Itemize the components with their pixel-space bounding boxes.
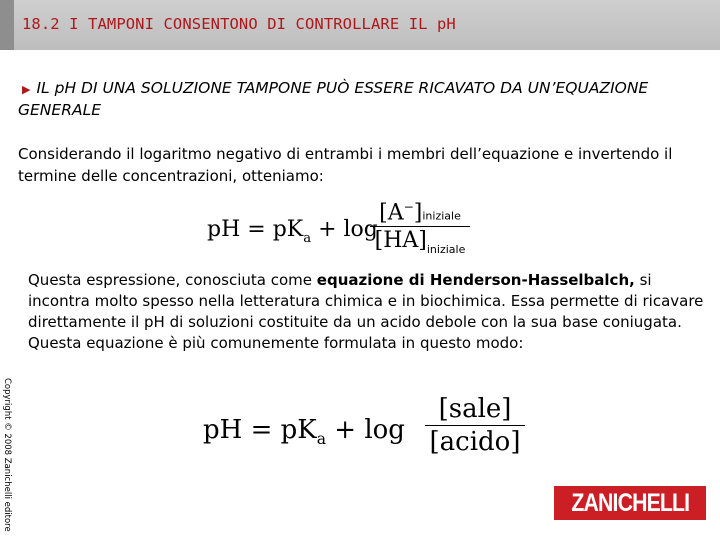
eq1-ph-pk: pH = pK (207, 217, 304, 242)
equation-hh-fraction (425, 394, 525, 457)
eq1-denominator-text: [HA] (374, 228, 427, 254)
copyright-notice (0, 378, 14, 532)
equation-henderson-hasselbalch (203, 392, 543, 472)
eq2-subscript: a (316, 430, 326, 448)
eq1-log: + log (311, 217, 378, 242)
intro-paragraph: Considerando il logaritmo negativo di entrambi i membri dell’equazione e invertendo il termine delle concentrazioni, otteniamo: (18, 145, 673, 185)
equation-general (207, 198, 507, 258)
eq1-numerator-close: ] (413, 200, 423, 226)
eq1-fraction-bar (370, 226, 470, 227)
eq1-denominator-index: iniziale (426, 243, 466, 257)
equation-general-fraction (370, 200, 470, 257)
eq2-numerator: [sale] (438, 394, 512, 424)
equation-hh-lhs (203, 415, 405, 448)
triangle-right-icon: ▶ (22, 83, 31, 96)
eq1-numerator-index: iniziale (422, 209, 461, 223)
eq1-denominator (370, 228, 470, 257)
header-accent-bar (0, 0, 14, 50)
body-text-part1: Questa espressione, conosciuta come (28, 271, 317, 289)
equation-general-lhs (207, 217, 378, 246)
eq1-subscript: a (303, 231, 312, 246)
slide-subtitle (18, 78, 708, 121)
subtitle-text: IL pH DI UNA SOLUZIONE TAMPONE PUÒ ESSERE RICAVATO DA UN’EQUAZIONE GENERALE (18, 79, 649, 119)
body-paragraph (28, 270, 708, 354)
eq2-fraction-bar (425, 425, 525, 426)
slide-header (0, 0, 720, 50)
eq2-ph-pk: pH = pK (203, 415, 317, 445)
slide-title: 18.2 I TAMPONI CONSENTONO DI CONTROLLARE IL pH (22, 15, 456, 33)
body-text-part2: si incontra molto spesso nella letteratura chimica e in biochimica. Essa permette di ricavare direttamente il pH di soluzioni costituite da un acido debole con la sua base coniugata. Questa equazione è più comunemente formulata in questo modo: (28, 271, 704, 352)
eq2-denominator: [acido] (429, 427, 521, 457)
logo-text: ZANICHELLI (571, 488, 689, 517)
zanichelli-logo (554, 486, 706, 520)
eq2-log: + log (326, 415, 405, 445)
copyright-text: Copyright © 2008 Zanichelli editore (2, 378, 12, 532)
eq1-numerator: [A−]iniziale (379, 200, 461, 226)
eq1-numerator-text: [A (379, 200, 404, 226)
body-bold-term: equazione di Henderson-Hasselbalch, (316, 271, 635, 289)
